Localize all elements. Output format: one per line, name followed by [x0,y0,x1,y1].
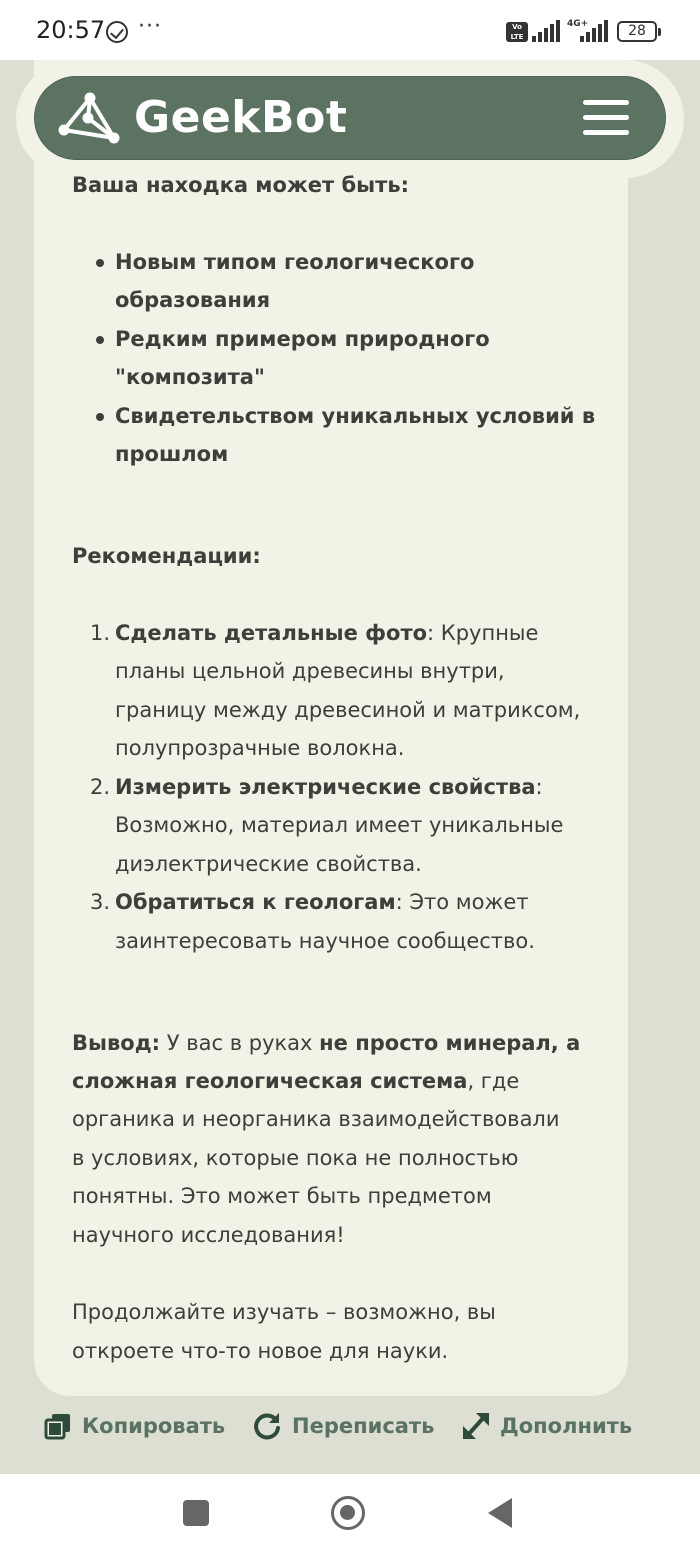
finding-item-3-line-2: прошлом [115,442,229,466]
refresh-icon [252,1411,282,1441]
finding-item-3-line-1: Свидетельством уникальных условий в [115,404,596,428]
recommendation-1-bold: Сделать детальные фото [115,621,428,645]
recommendation-2-line-3: диэлектрические свойства. [115,852,422,876]
recommendation-2-line-1 [115,768,543,807]
battery-icon: 28 [617,21,657,42]
status-time: 20:57 [36,16,106,44]
recommendation-1-line-3: границу между древесиной и матриксом, [115,698,581,722]
volte-icon: Vo LTE [506,22,528,42]
recommendations-title: Рекомендации: [72,544,261,568]
conclusion-line-5: понятны. Это может быть предметом [72,1184,492,1208]
recommendation-1-rest: : Крупные [427,621,539,645]
finding-intro: Ваша находка может быть: [72,173,410,197]
finding-item-2-line-1: Редким примером природного [115,327,490,351]
status-more-dots: ··· [138,14,162,39]
recommendation-2-bold: Измерить электрические свойства [115,775,536,799]
signal-strength-icon-2 [580,20,608,42]
recommendation-1-line-1 [115,614,538,653]
extend-button[interactable] [462,1408,632,1444]
sync-check-icon [106,21,128,43]
finding-item-2-line-2: "композита" [115,365,265,389]
bullet [96,336,104,344]
finding-item-1-line-2: образования [115,288,271,312]
closing-line-1: Продолжайте изучать – возможно, вы [72,1300,496,1324]
copy-icon [44,1412,72,1440]
finding-item-1-line-1: Новым типом геологического [115,250,475,274]
conclusion-bold-1: не просто минерал, а [319,1031,581,1055]
closing-line-2: откроете что-то новое для науки. [72,1339,449,1363]
home-icon[interactable] [331,1496,365,1530]
copy-label: Копировать [82,1414,226,1438]
conclusion-part-1: У вас в руках [160,1031,320,1055]
conclusion-line-4: в условиях, которые пока не полностью [72,1146,519,1170]
conclusion-part-2: , где [467,1069,520,1093]
conclusion-label: Вывод: [72,1031,161,1055]
conclusion-line-6: научного исследования! [72,1223,345,1247]
conclusion-line-2 [72,1062,519,1101]
extend-label: Дополнить [500,1414,633,1438]
conclusion-bold-2: сложная геологическая система [72,1069,468,1093]
recent-apps-icon[interactable] [183,1500,209,1526]
list-number: 3. [90,890,111,914]
conclusion-line-3: органика и неорганика взаимодействовали [72,1107,560,1131]
network-nodes-icon [56,92,122,146]
conclusion-line-1 [72,1024,580,1063]
recommendation-1-line-4: полупрозрачные волокна. [115,736,405,760]
network-type: 4G+ [567,19,589,29]
list-number: 2. [90,775,111,799]
recommendation-3-line-2: заинтересовать научное сообщество. [115,929,535,953]
copy-button[interactable] [44,1408,225,1444]
signal-strength-icon [532,20,560,42]
expand-arrows-icon [462,1411,490,1441]
recommendation-3-bold: Обратиться к геологам [115,890,396,914]
back-icon[interactable] [488,1498,512,1528]
hamburger-menu-icon[interactable] [580,98,632,138]
app-title: GeekBot [134,92,348,143]
recommendation-2-line-2: Возможно, материал имеет уникальные [115,813,564,837]
recommendation-3-line-1 [115,883,529,922]
recommendation-3-rest: : Это может [395,890,529,914]
bullet [96,259,104,267]
bullet [96,413,104,421]
list-number: 1. [90,621,111,645]
recommendation-2-rest: : [535,775,543,799]
recommendation-1-line-2: планы цельной древесины внутри, [115,659,505,683]
app-header [34,76,666,160]
status-bar [0,0,700,60]
rewrite-label: Переписать [292,1414,435,1438]
rewrite-button[interactable] [252,1408,434,1444]
